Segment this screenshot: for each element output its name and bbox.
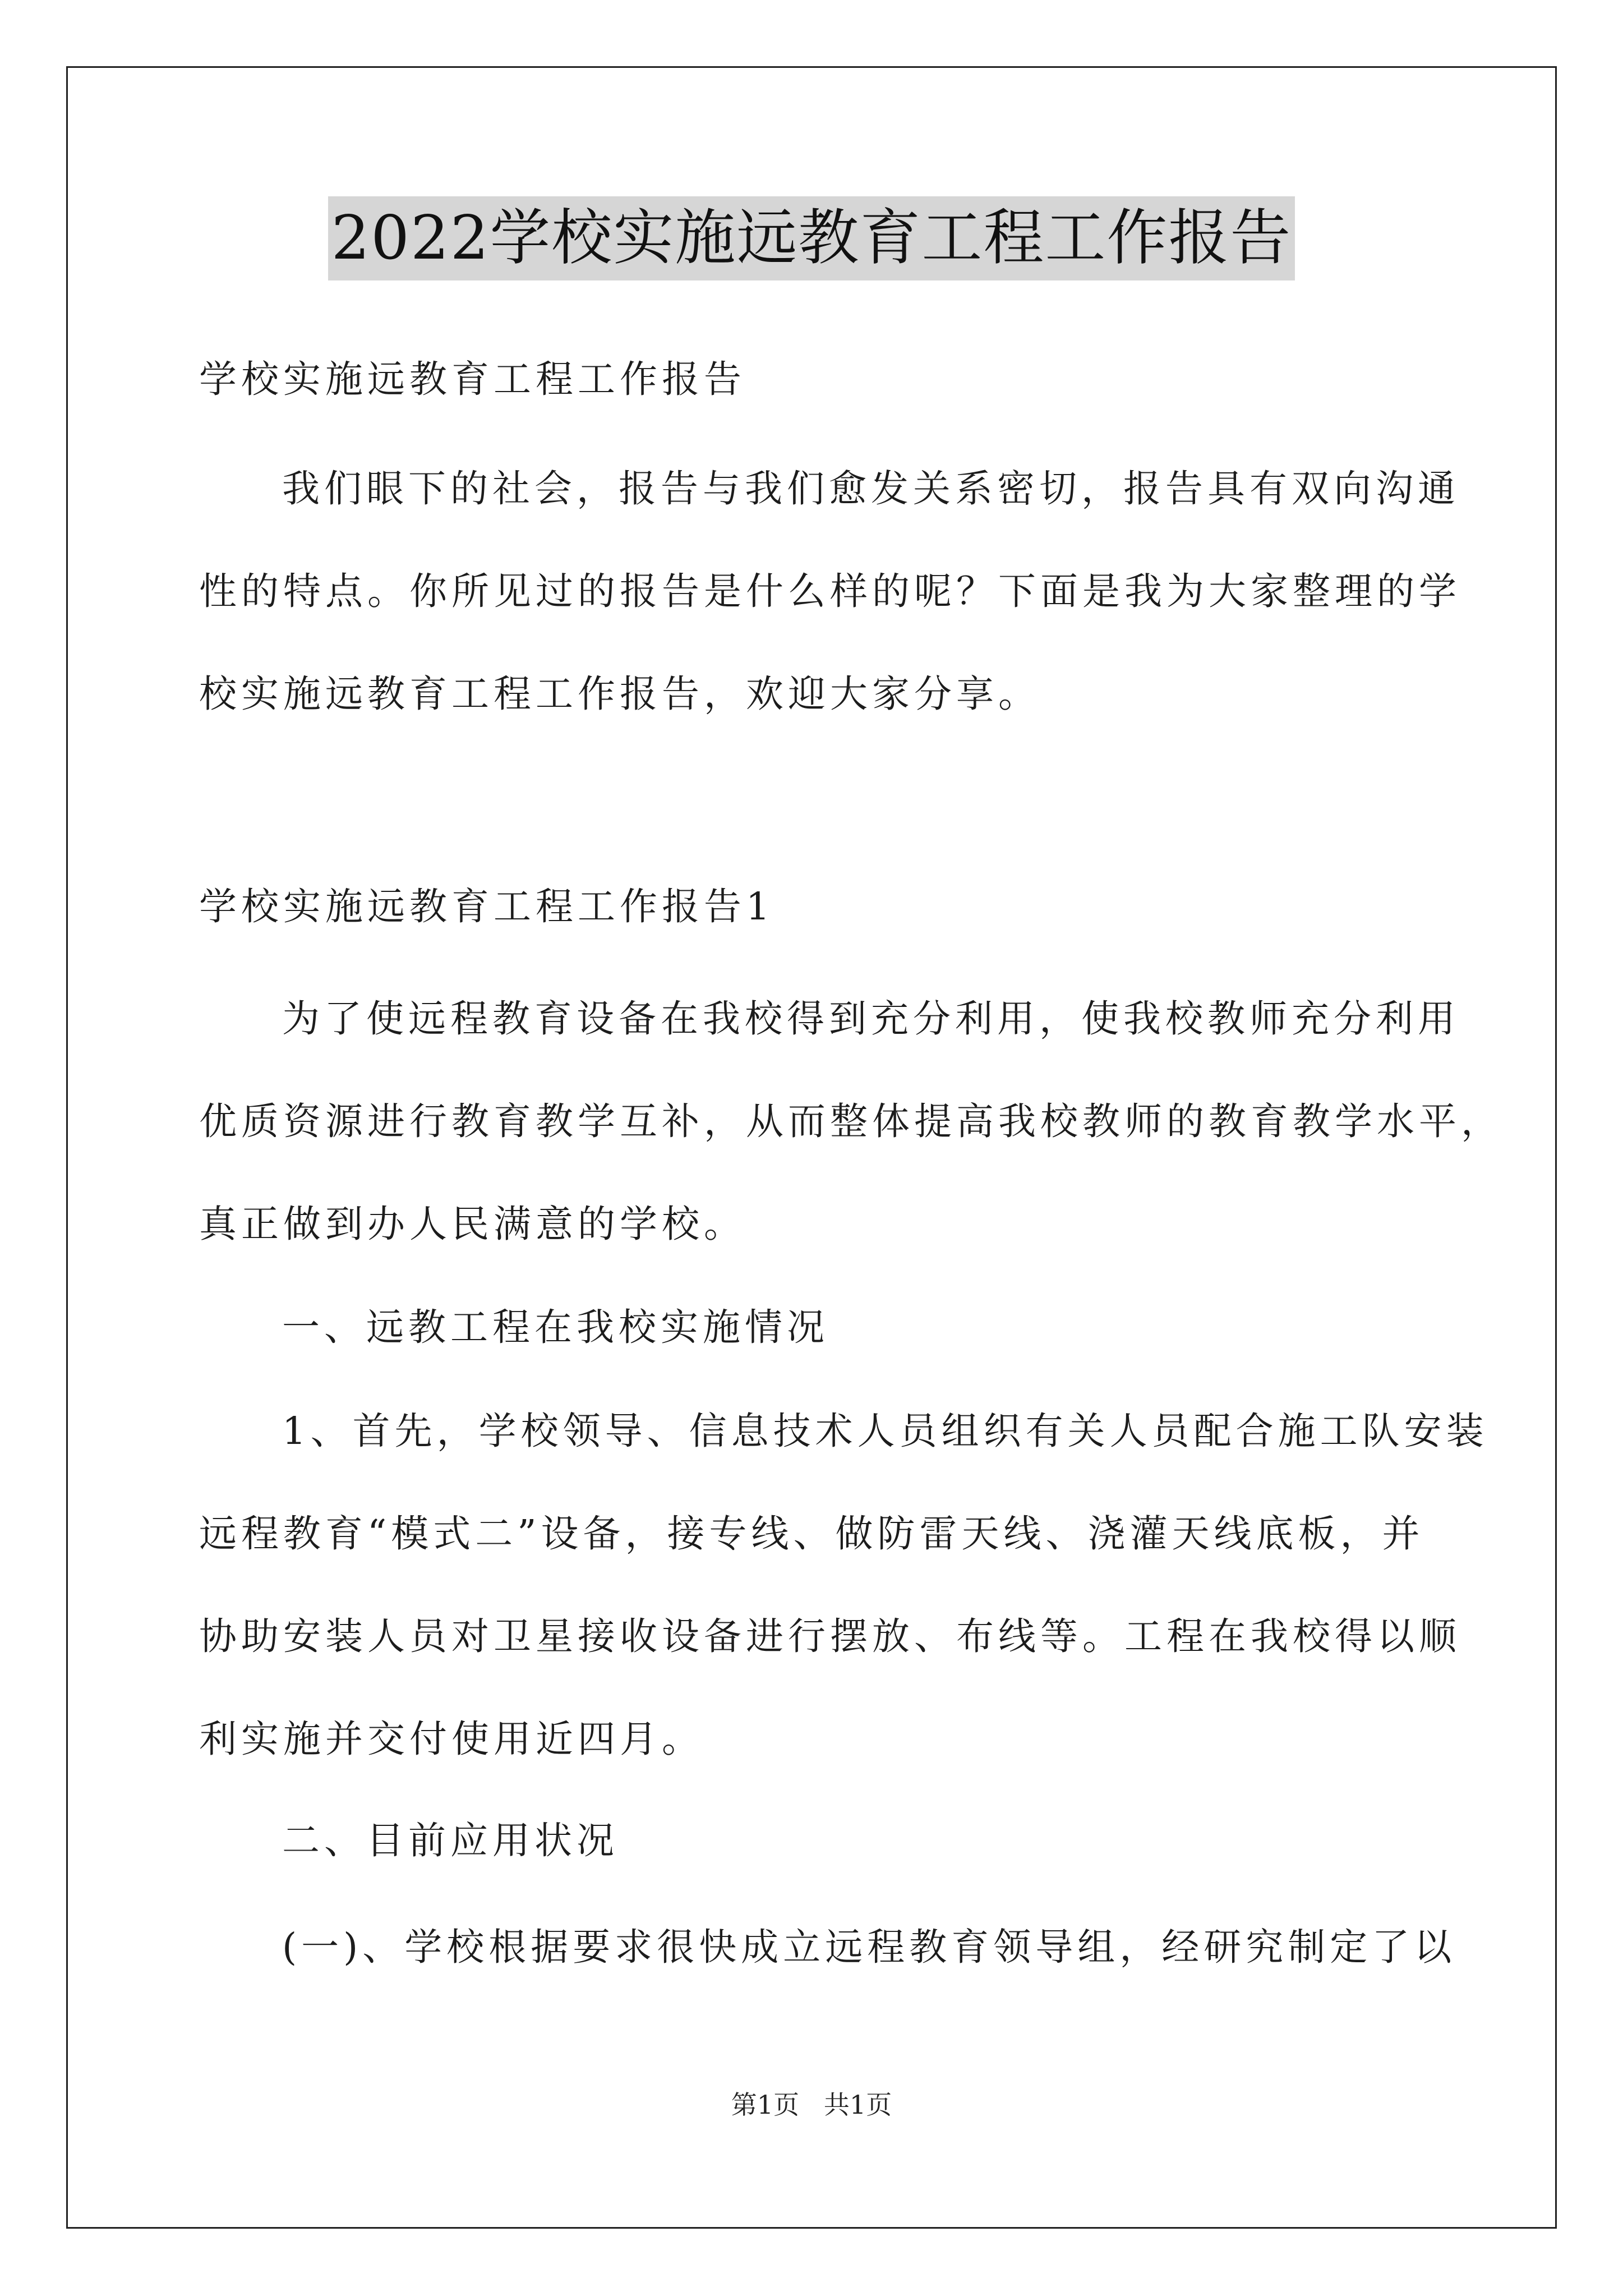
document-title: 2022学校实施远教育工程工作报告 (328, 196, 1295, 280)
section-2-heading: 二、目前应用状况 (282, 1819, 619, 1862)
section-2-item (199, 1896, 1456, 1999)
section-1-heading: 一、远教工程在我校实施情况 (282, 1305, 829, 1349)
intro-line: 校实施远教育工程工作报告，欢迎大家分享。 (199, 672, 1040, 716)
section-1-item (199, 1380, 1488, 1791)
page-footer: 第1页 共1页 (731, 2090, 892, 2120)
intro-line: 性的特点。你所见过的报告是什么样的呢？下面是我为大家整理的学 (199, 569, 1461, 613)
document-subtitle: 学校实施远教育工程工作报告 (199, 357, 746, 401)
body-line: 真正做到办人民满意的学校。 (199, 1202, 746, 1246)
intro-paragraph (199, 438, 1461, 746)
section-1-line: 远程教育“模式二”设备，接专线、做防雷天线、浇灌天线底板，并 (199, 1512, 1424, 1556)
section-2-line: (一)、学校根据要求很快成立远程教育领导组，经研究制定了以 (282, 1925, 1456, 1969)
report-heading-1: 学校实施远教育工程工作报告1 (199, 885, 774, 928)
title-container (0, 196, 1623, 280)
section-1-line: 协助安装人员对卫星接收设备进行摆放、布线等。工程在我校得以顺 (199, 1614, 1461, 1658)
body-line: 优质资源进行教育教学互补，从而整体提高我校教师的教育教学水平， (199, 1099, 1503, 1143)
body-paragraph-1 (199, 968, 1503, 1276)
section-1-line: 1、首先，学校领导、信息技术人员组织有关人员配合施工队安装 (282, 1409, 1488, 1453)
section-1-line: 利实施并交付使用近四月。 (199, 1717, 704, 1761)
body-line: 为了使远程教育设备在我校得到充分利用，使我校教师充分利用 (282, 997, 1460, 1041)
intro-line: 我们眼下的社会，报告与我们愈发关系密切，报告具有双向沟通 (282, 467, 1460, 510)
